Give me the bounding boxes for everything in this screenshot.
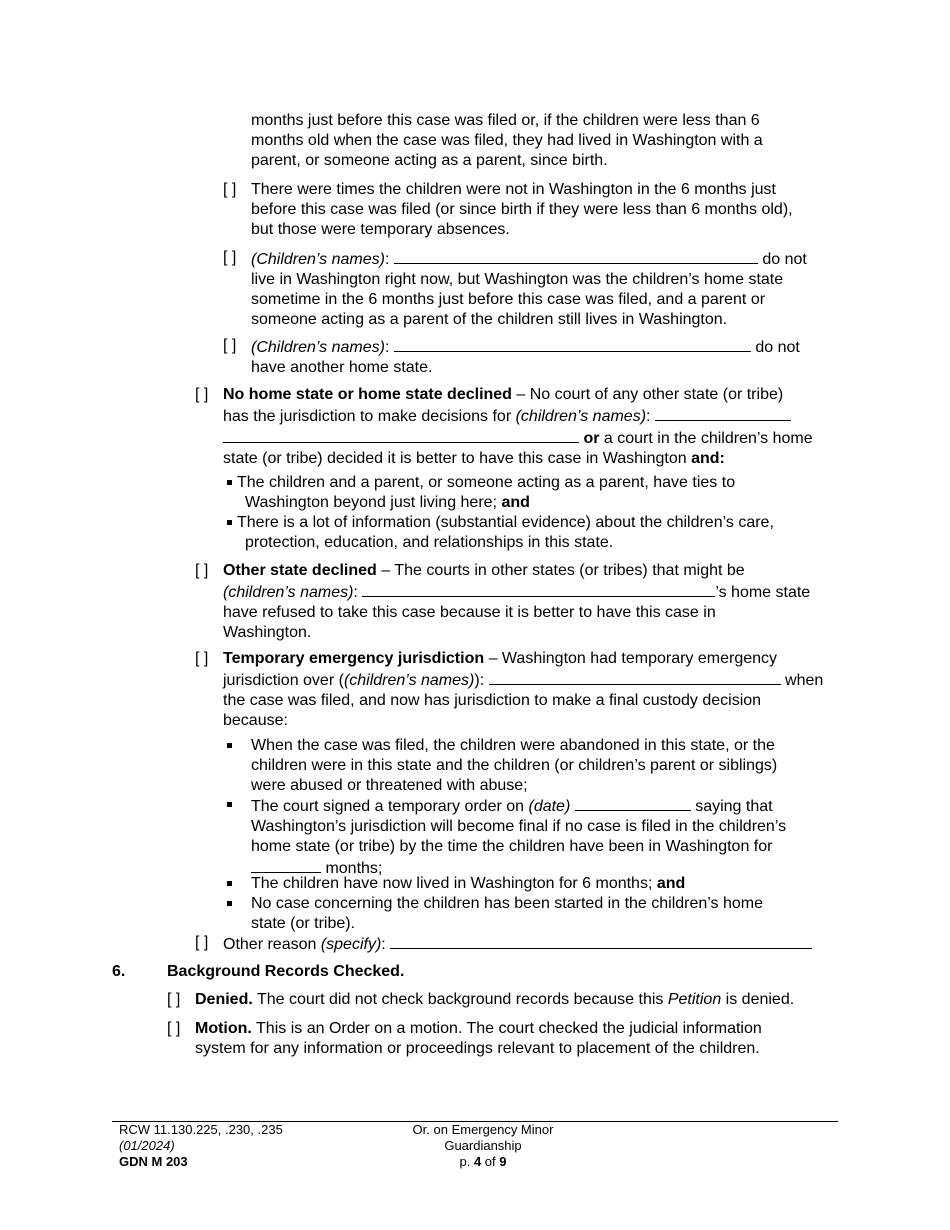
- children-names-label: (Children’s names): [251, 251, 385, 268]
- footer-form-id: GDN M 203: [119, 1154, 188, 1169]
- text-line: but those were temporary absences.: [251, 221, 510, 238]
- text-line: Washington’s jurisdiction will become final if no case is filed in the children’s: [251, 818, 787, 835]
- no-home-state-heading: No home state or home state declined: [223, 386, 512, 403]
- text-line: sometime in the 6 months just before this case was filed, and a parent or: [251, 291, 766, 308]
- section-number: 6.: [112, 963, 126, 980]
- text-line: were abused or threatened with abuse;: [251, 777, 528, 794]
- denied-text: Denied. The court did not check background records because this Petition is denied.: [195, 991, 795, 1008]
- motion-text: Motion. This is an Order on a motion. The court checked the judicial information system for any information or proceedings relevant to placement of the children.: [195, 1020, 762, 1057]
- other-reason-blank[interactable]: [390, 933, 812, 949]
- section-title: Background Records Checked.: [167, 963, 405, 980]
- children-names-blank[interactable]: [394, 248, 758, 264]
- other-reason-text: Other reason (specify):: [223, 933, 812, 955]
- home-state-continuation: [251, 111, 763, 171]
- checkbox-other-state-declined[interactable]: [ ]: [195, 562, 209, 579]
- children-names-label: (Children’s names): [251, 339, 385, 356]
- text-line: No case concerning the children has been started in the children’s home: [251, 895, 764, 912]
- children-names-blank[interactable]: [489, 669, 781, 685]
- checkbox-temporary-emergency[interactable]: [ ]: [195, 650, 209, 667]
- no-other-home-state-text: (Children’s names): do not have another home state.: [251, 336, 800, 378]
- text-line: months just before this case was filed or, if the children were less than 6: [251, 112, 760, 129]
- bullet-icon: [227, 901, 232, 906]
- no-home-state-text: No home state or home state declined – No court of any other state (or tribe) has the jurisdiction to make decisions for (children’s names): or a court in the children’s home state (or tribe) decided it is better to have this case in Washington and:: [223, 386, 813, 467]
- other-state-declined-text: Other state declined – The courts in other states (or tribes) that might be (children’s names): ’s home state have refused to take this case because it is better to have this case in Washington.: [223, 562, 811, 641]
- bullet-icon: [227, 743, 232, 748]
- text-line: because:: [223, 712, 288, 729]
- temporary-emergency-text: Temporary emergency jurisdiction – Washington had temporary emergency jurisdiction over ((children’s names)): when the case was filed, and now has jurisdiction to make a final custody decision because:: [223, 650, 824, 729]
- checkbox-no-other-home-state[interactable]: [ ]: [223, 337, 237, 354]
- ties-bullet-text: The children and a parent, or someone acting as a parent, have ties to Washington beyond just living here; and: [237, 474, 736, 511]
- checkbox-temporary-absences[interactable]: [ ]: [223, 181, 237, 198]
- footer-center: [383, 1122, 583, 1170]
- text-line: someone acting as a parent of the children still lives in Washington.: [251, 311, 728, 328]
- children-names-blank[interactable]: [362, 581, 715, 597]
- bullet-icon: [227, 520, 232, 525]
- checkbox-children-not-in-washington[interactable]: [ ]: [223, 249, 237, 266]
- temporary-order-bullet-text: The court signed a temporary order on (date) saying that Washington’s jurisdiction will become final if no case is filed in the children’s home state (or tribe) by the time the children have been in Washington for months;: [251, 795, 786, 879]
- footer-title: Or. on Emergency Minor: [412, 1122, 554, 1137]
- children-names-blank-continued[interactable]: [223, 427, 579, 443]
- temporary-emergency-heading: Temporary emergency jurisdiction: [223, 650, 485, 667]
- checkbox-motion[interactable]: [ ]: [167, 1020, 181, 1037]
- text-line: children were in this state and the children (or children’s parent or siblings): [251, 757, 778, 774]
- children-names-blank[interactable]: [394, 336, 751, 352]
- months-blank[interactable]: [251, 857, 321, 873]
- footer-title: Guardianship: [444, 1138, 522, 1153]
- text-line: state (or tribe).: [251, 915, 356, 932]
- checkbox-other-reason[interactable]: [ ]: [195, 934, 209, 951]
- bullet-icon: [227, 881, 232, 886]
- text-line: live in Washington right now, but Washington was the children’s home state: [251, 271, 784, 288]
- text-line: before this case was filed (or since birth if they were less than 6 months old),: [251, 201, 793, 218]
- text-line: Washington.: [223, 624, 312, 641]
- temporary-absences-text: [251, 180, 793, 240]
- lived-six-months-bullet-text: The children have now lived in Washington for 6 months; and: [251, 875, 686, 892]
- footer-date: (01/2024): [119, 1138, 175, 1153]
- checkbox-no-home-state[interactable]: [ ]: [195, 386, 209, 403]
- text-line: months old when the case was filed, they had lived in Washington with a: [251, 132, 763, 149]
- text-line: have another home state.: [251, 359, 433, 376]
- other-state-declined-heading: Other state declined: [223, 562, 377, 579]
- abandoned-bullet-text: [251, 736, 777, 796]
- bullet-icon: [227, 480, 232, 485]
- footer-left: [119, 1122, 283, 1170]
- page-number: p. 4 of 9: [459, 1154, 507, 1169]
- no-case-bullet-text: [251, 894, 763, 934]
- text-line: There is a lot of information (substantial evidence) about the children’s care,: [237, 514, 774, 531]
- text-line: When the case was filed, the children were abandoned in this state, or the: [251, 737, 775, 754]
- text-line: There were times the children were not in Washington in the 6 months just: [251, 181, 776, 198]
- checkbox-denied[interactable]: [ ]: [167, 991, 181, 1008]
- text-line: The children and a parent, or someone acting as a parent, have ties to: [237, 474, 736, 491]
- date-blank[interactable]: [575, 795, 691, 811]
- text-line: have refused to take this case because it is better to have this case in: [223, 604, 716, 621]
- text-line: home state (or tribe) by the time the children have been in Washington for: [251, 838, 773, 855]
- text-line: protection, education, and relationships in this state.: [245, 534, 614, 551]
- text-line: system for any information or proceedings relevant to placement of the children.: [195, 1040, 760, 1057]
- children-not-in-washington-text: (Children’s names): do not live in Washington right now, but Washington was the children’s home state sometime in the 6 months just before this case was filed, and a parent or someone acting as a parent of the children still lives in Washington.: [251, 248, 807, 330]
- text-line: the case was filed, and now has jurisdiction to make a final custody decision: [223, 692, 762, 709]
- text-line: parent, or someone acting as a parent, since birth.: [251, 152, 608, 169]
- footer-rcw: RCW 11.130.225, .230, .235: [119, 1122, 283, 1137]
- bullet-icon: [227, 802, 232, 807]
- evidence-bullet-text: [237, 513, 774, 553]
- children-names-blank[interactable]: [655, 405, 791, 421]
